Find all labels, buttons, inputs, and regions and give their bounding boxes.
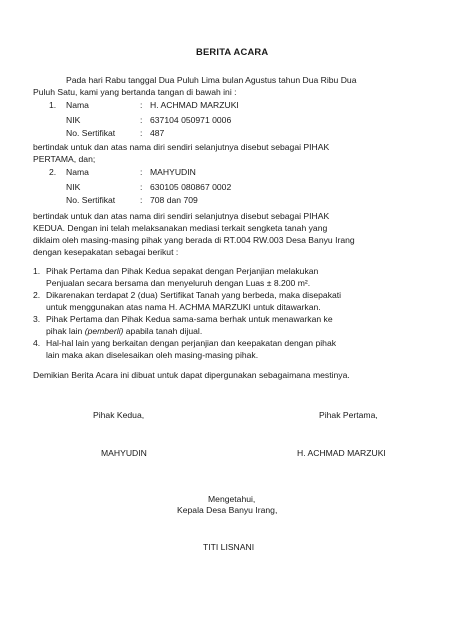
point-4-line-2: lain maka akan diselesaikan oleh masing-masing pihak. [46, 350, 259, 360]
party-2-role-line-4: dengan kesepakatan sebagai berikut : [33, 247, 179, 257]
sign-right-name: H. ACHMAD MARZUKI [297, 448, 386, 458]
point-3-line-2-a: pihak lain [46, 326, 85, 336]
party-2-role-line-3: diklaim oleh masing-masing pihak yang berada di RT.004 RW.003 Desa Banyu Irang [33, 235, 355, 245]
point-3-line-2 [46, 326, 202, 337]
point-3-line-2-italic: (pemberli) [84, 326, 124, 336]
party-1-nik-colon: : [140, 115, 143, 125]
sign-left-name: MAHYUDIN [101, 448, 147, 458]
party-2-cert-label: No. Sertifikat [66, 195, 116, 205]
closing-statement: Demikian Berita Acara ini dibuat untuk dapat dipergunakan sebagaimana mestinya. [33, 370, 350, 380]
point-1-line-1: Pihak Pertama dan Pihak Kedua sepakat dengan Perjanjian melakukan [46, 266, 319, 276]
point-4-line-1: Hal-hal lain yang berkaitan dengan perjanjian dan keepakatan dengan pihak [46, 338, 337, 348]
party-1-role-line-2: PERTAMA, dan; [33, 154, 96, 164]
party-2-cert-colon: : [140, 195, 143, 205]
point-1-number: 1. [33, 266, 41, 276]
point-3-number: 3. [33, 314, 41, 324]
party-1-cert-colon: : [140, 128, 143, 138]
point-3-line-2-c: apabila tanah dijual. [123, 326, 203, 336]
point-4-number: 4. [33, 338, 41, 348]
party-1-name-colon: : [140, 100, 143, 110]
sign-left-role: Pihak Kedua, [93, 410, 145, 420]
intro-line-2: Puluh Satu, kami yang bertanda tangan di bawah ini : [33, 87, 237, 97]
point-1-line-2: Penjualan secara bersama dan menyeluruh dengan Luas ± 8.200 m². [46, 278, 311, 288]
party-2-nik-label: NIK [66, 182, 81, 192]
party-1-cert-label: No. Sertifikat [66, 128, 116, 138]
party-2-nik-colon: : [140, 182, 143, 192]
party-1-role-line-1: bertindak untuk dan atas nama diri sendiri selanjutnya disebut sebagai PIHAK [33, 142, 330, 152]
sign-right-role: Pihak Pertama, [319, 410, 378, 420]
party-2-name-value: MAHYUDIN [150, 167, 196, 177]
point-2-line-1: Dikarenakan terdapat 2 (dua) Sertifikat Tanah yang berbeda, maka disepakati [46, 290, 342, 300]
party-1-name-value: H. ACHMAD MARZUKI [150, 100, 239, 110]
point-2-number: 2. [33, 290, 41, 300]
party-2-role-line-1: bertindak untuk dan atas nama diri sendiri selanjutnya disebut sebagai PIHAK [33, 211, 330, 221]
point-2-line-2: untuk menggunakan atas nama H. ACHMA MARZUKI untuk ditawarkan. [46, 302, 321, 312]
village-head-role: Kepala Desa Banyu Irang, [177, 505, 278, 515]
party-1-cert-value: 487 [150, 128, 165, 138]
acknowledged-label: Mengetahui, [208, 494, 256, 504]
party-2-cert-value: 708 dan 709 [150, 195, 198, 205]
party-2-role-line-2: KEDUA. Dengan ini telah melaksanakan mediasi terkait sengketa tanah yang [33, 223, 328, 233]
village-head-name: TITI LISNANI [203, 542, 255, 552]
party-1-nik-value: 637104 050971 0006 [150, 115, 232, 125]
document-title: BERITA ACARA [196, 46, 269, 57]
party-1-nik-label: NIK [66, 115, 81, 125]
point-3-line-1: Pihak Pertama dan Pihak Kedua sama-sama berhak untuk menawarkan ke [46, 314, 333, 324]
party-2-number: 2. [49, 167, 57, 177]
intro-line-1: Pada hari Rabu tanggal Dua Puluh Lima bulan Agustus tahun Dua Ribu Dua [66, 75, 357, 85]
party-1-name-label: Nama [66, 100, 89, 110]
party-2-name-colon: : [140, 167, 143, 177]
party-1-number: 1. [49, 100, 57, 110]
party-2-name-label: Nama [66, 167, 89, 177]
party-2-nik-value: 630105 080867 0002 [150, 182, 232, 192]
